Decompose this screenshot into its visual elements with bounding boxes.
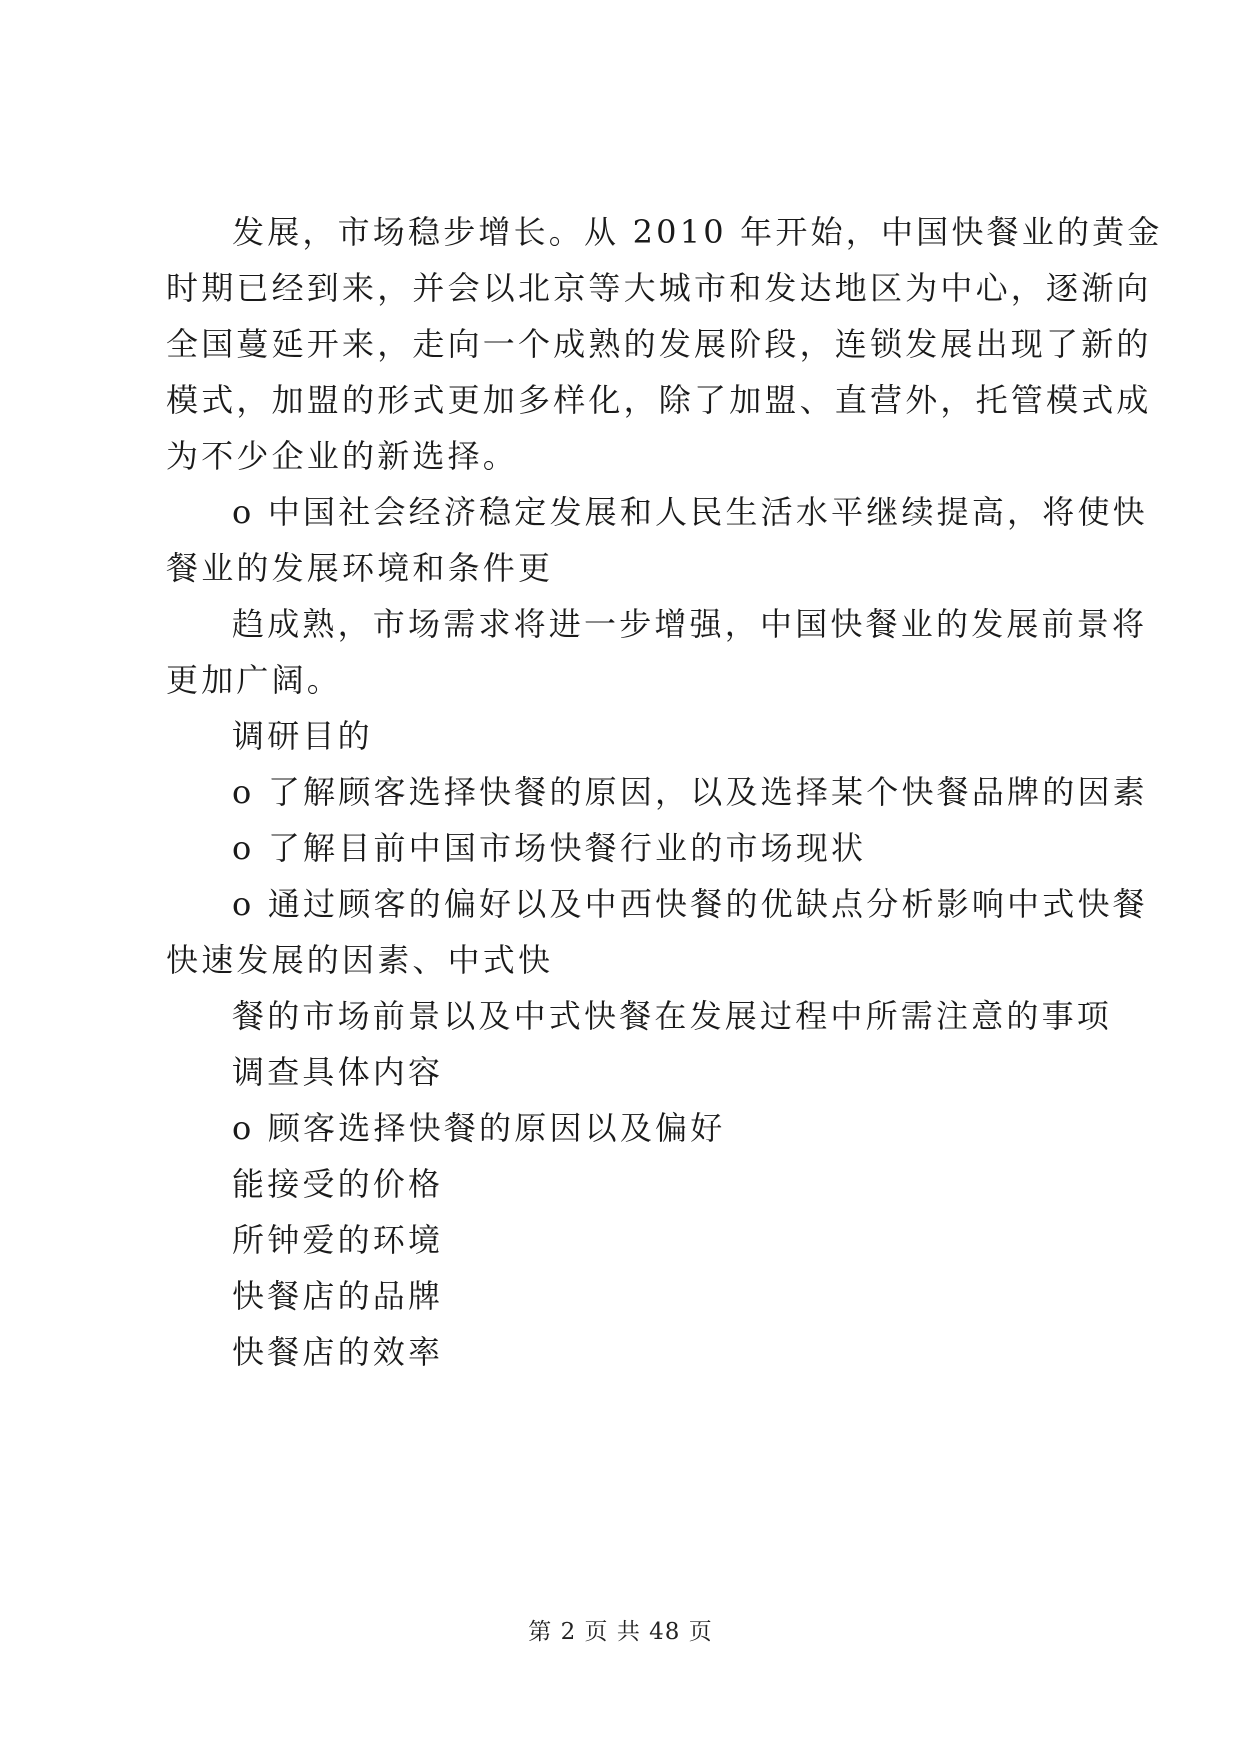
list-item: o 了解目前中国市场快餐行业的市场现状 xyxy=(232,829,867,867)
list-item-continuation: 餐的市场前景以及中式快餐在发展过程中所需注意的事项 xyxy=(232,997,1113,1035)
paragraph-line: 时期已经到来，并会以北京等大城市和发达地区为中心，逐渐向 xyxy=(166,269,1152,307)
paragraph-line: o 中国社会经济稳定发展和人民生活水平继续提高，将使快 xyxy=(232,493,1148,531)
paragraph-line: 趋成熟，市场需求将进一步增强，中国快餐业的发展前景将 xyxy=(232,605,1148,643)
page-number-footer: 第 2 页 共 48 页 xyxy=(528,1619,713,1645)
paragraph-line: 更加广阔。 xyxy=(166,661,343,699)
list-item: o 通过顾客的偏好以及中西快餐的优缺点分析影响中式快餐 xyxy=(232,885,1148,923)
list-item: 快餐店的效率 xyxy=(232,1333,444,1371)
paragraph-line: 餐业的发展环境和条件更 xyxy=(166,549,554,587)
paragraph-line: 为不少企业的新选择。 xyxy=(166,437,519,475)
paragraph-line: 模式，加盟的形式更加多样化，除了加盟、直营外，托管模式成 xyxy=(166,381,1152,419)
section-heading: 调研目的 xyxy=(232,717,373,755)
list-item-continuation: 快速发展的因素、中式快 xyxy=(166,941,554,979)
list-item: o 了解顾客选择快餐的原因，以及选择某个快餐品牌的因素 xyxy=(232,773,1148,811)
list-item: 快餐店的品牌 xyxy=(232,1277,444,1315)
list-item: 能接受的价格 xyxy=(232,1165,444,1203)
list-item: 所钟爱的环境 xyxy=(232,1221,444,1259)
paragraph-line: 全国蔓延开来，走向一个成熟的发展阶段，连锁发展出现了新的 xyxy=(166,325,1152,363)
paragraph-line: 发展，市场稳步增长。从 2010 年开始，中国快餐业的黄金 xyxy=(232,213,1163,251)
section-heading: 调查具体内容 xyxy=(232,1053,444,1091)
list-item: o 顾客选择快餐的原因以及偏好 xyxy=(232,1109,726,1147)
